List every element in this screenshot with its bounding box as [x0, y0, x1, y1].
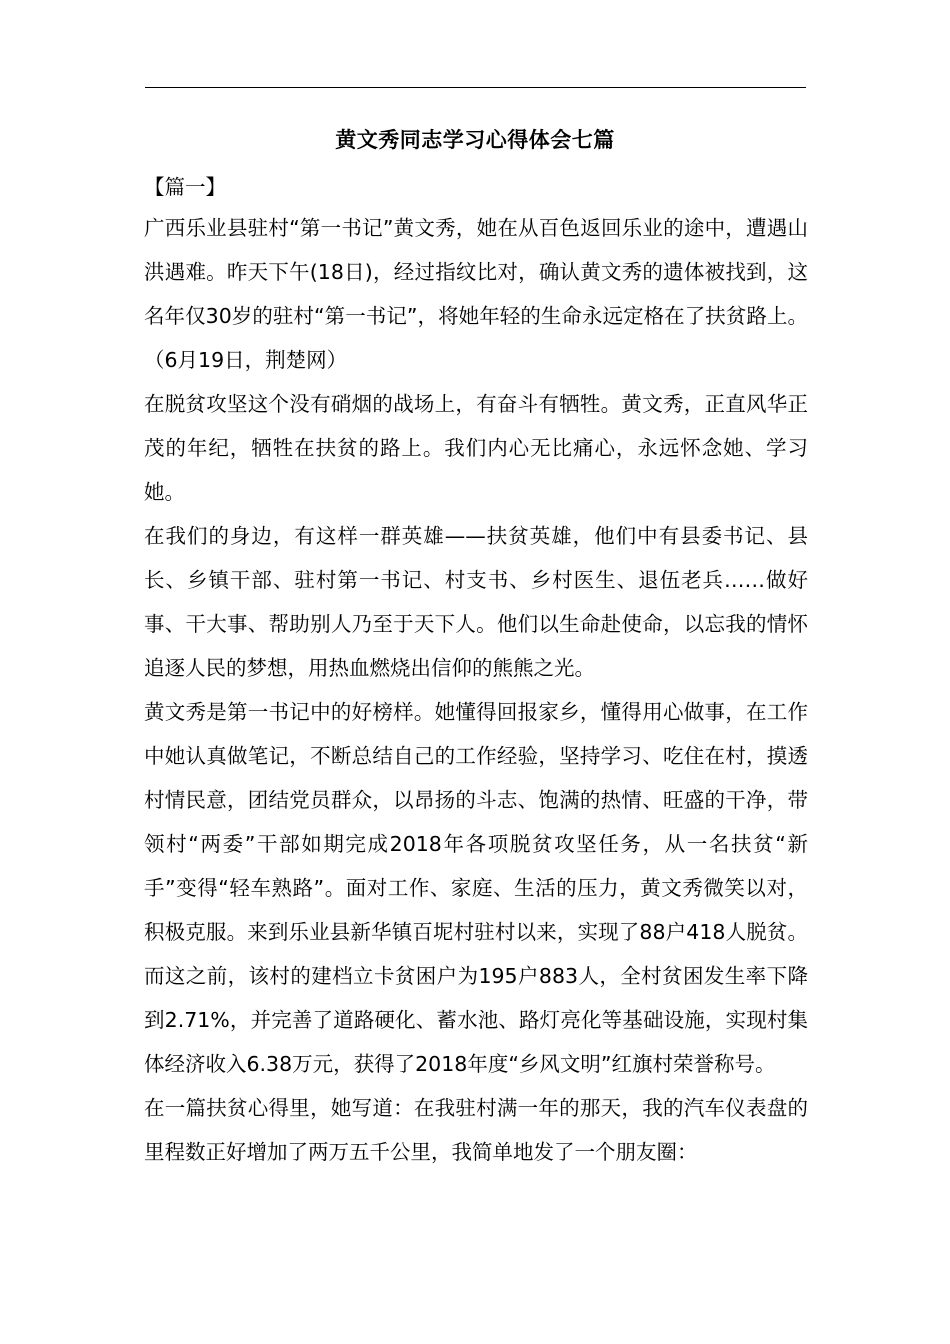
- paragraph-5: 在一篇扶贫心得里，她写道：在我驻村满一年的那天，我的汽车仪表盘的里程数正好增加了两万五千公里，我简单地发了一个朋友圈：: [144, 1096, 808, 1164]
- paragraph-1: 广西乐业县驻村“第一书记”黄文秀，她在从百色返回乐业的途中，遭遇山洪遇难。昨天下午(18日)，经过指纹比对，确认黄文秀的遗体被找到，这名年仅30岁的驻村“第一书记”，将她年轻的生命永远定格在了扶贫路上。（6月19日，荆楚网）: [144, 216, 808, 372]
- paragraph-4: 黄文秀是第一书记中的好榜样。她懂得回报家乡，懂得用心做事，在工作中她认真做笔记，不断总结自己的工作经验，坚持学习、吃住在村，摸透村情民意，团结党员群众，以昂扬的斗志、饱满的热情、旺盛的干净，带领村“两委”干部如期完成2018年各项脱贫攻坚任务，从一名扶贫“新手”变得“轻车熟路”。面对工作、家庭、生活的压力，黄文秀微笑以对，积极克服。来到乐业县新华镇百坭村驻村以来，实现了88户418人脱贫。而这之前，该村的建档立卡贫困户为195户883人，全村贫困发生率下降到2.71%，并完善了道路硬化、蓄水池、路灯亮化等基础设施，实现村集体经济收入6.38万元，获得了2018年度“乡风文明”红旗村荣誉称号。: [144, 700, 808, 1076]
- document-title: 黄文秀同志学习心得体会七篇: [335, 128, 615, 152]
- top-divider-rule: [145, 87, 806, 88]
- section-label: 【篇一】: [144, 175, 226, 199]
- paragraph-2: 在脱贫攻坚这个没有硝烟的战场上，有奋斗有牺牲。黄文秀，正直风华正茂的年纪，牺牲在扶贫的路上。我们内心无比痛心，永远怀念她、学习她。: [144, 392, 808, 504]
- document-body: [144, 168, 808, 1174]
- paragraph-3: 在我们的身边，有这样一群英雄——扶贫英雄，他们中有县委书记、县长、乡镇干部、驻村第一书记、村支书、乡村医生、退伍老兵……做好事、干大事、帮助别人乃至于天下人。他们以生命赴使命，以忘我的情怀追逐人民的梦想，用热血燃烧出信仰的熊熊之光。: [144, 524, 808, 680]
